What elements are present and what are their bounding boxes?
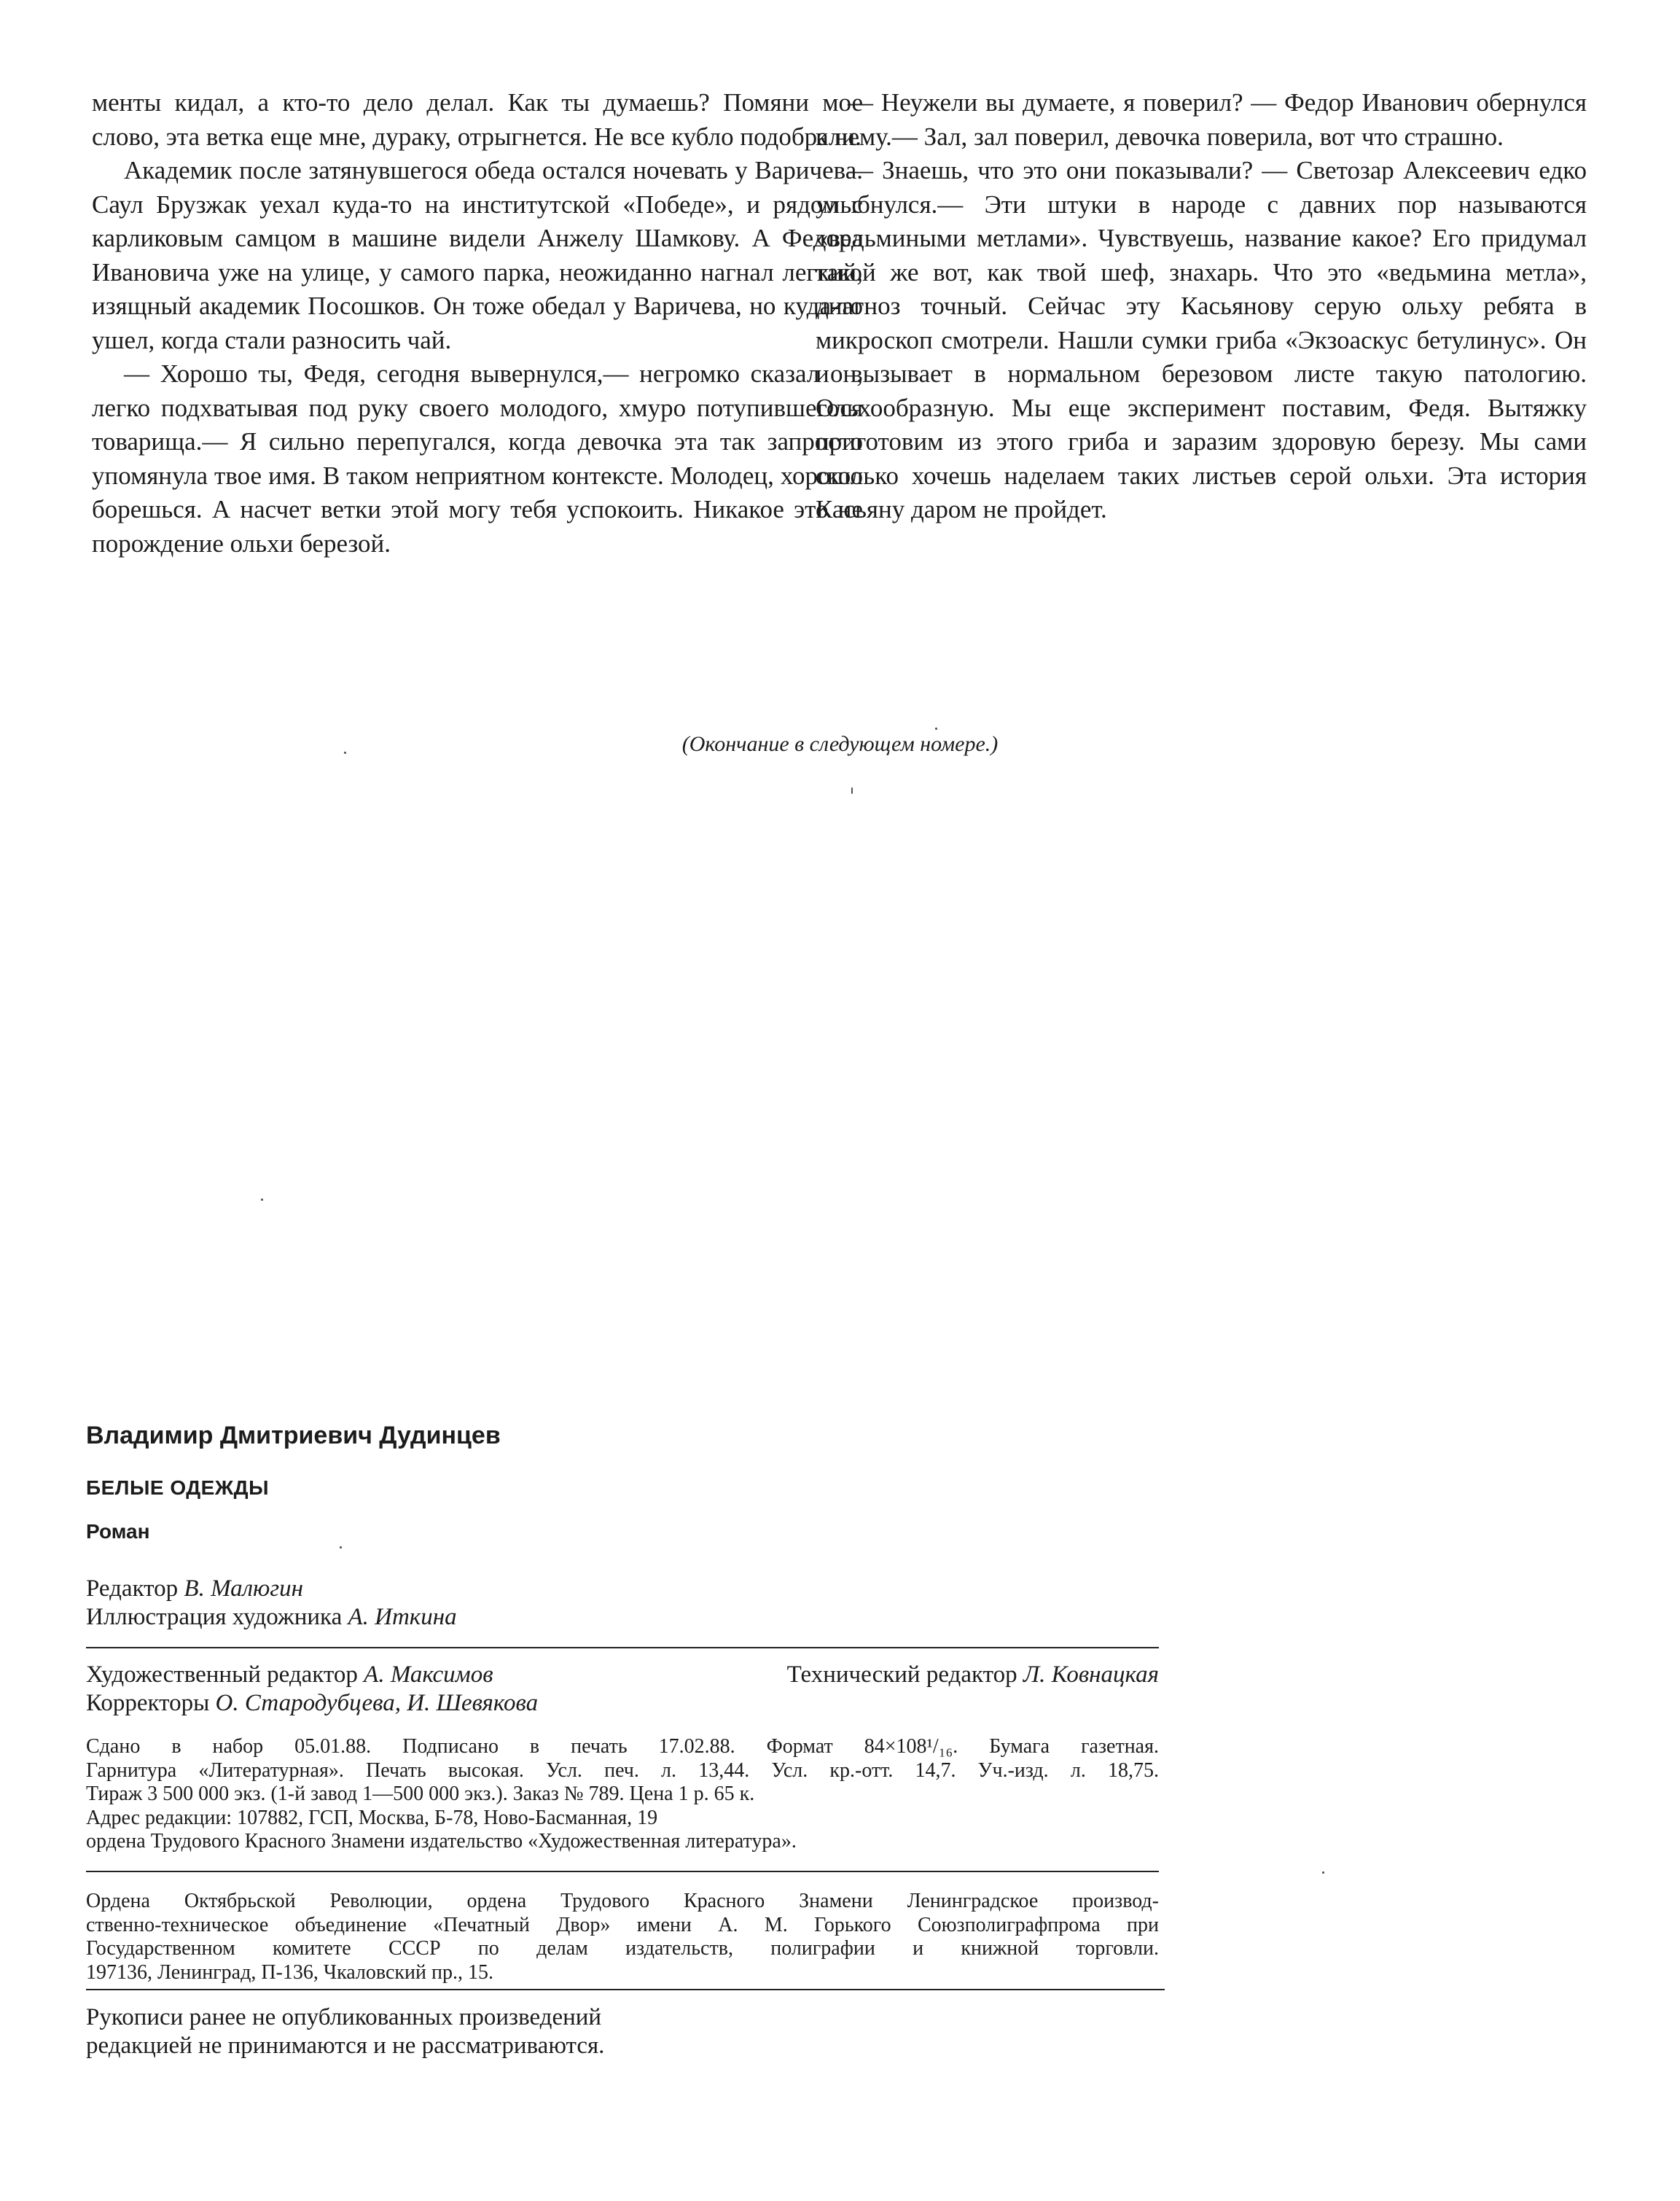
technical-line: Тираж 3 500 000 экз. (1-й завод 1—500 000 экз.). Заказ № 789. Цена 1 р. 65 к. — [86, 1783, 755, 1805]
scan-speck — [1322, 1871, 1324, 1874]
scan-speck — [344, 752, 346, 754]
paragraph: менты кидал, а кто-то дело делал. Как ты думаешь? Помяни мое слово, эта ветка еще мне, дураку, отрыгнется. Не все кубло подобрали. — [92, 88, 863, 151]
technical-line: Сдано в набор 05.01.88. Подписано в печать 17.02.88. Формат 84×108¹/₁₆. Бумага газетная. — [86, 1735, 1159, 1758]
technical-line: ордена Трудового Красного Знамени издательство «Художественная литература». — [86, 1830, 797, 1853]
article-left-column — [92, 86, 863, 561]
editors-block — [86, 1575, 457, 1632]
printer-line: 197136, Ленинград, П-136, Чкаловский пр., 15. — [86, 1960, 493, 1984]
illustration-label: Иллюстрация художника — [86, 1604, 343, 1630]
book-author: Владимир Дмитриевич Дудинцев — [86, 1422, 501, 1449]
art-editor-name: А. Максимов — [364, 1662, 493, 1688]
article-right-column — [816, 86, 1587, 527]
book-genre: Роман — [86, 1520, 150, 1543]
tech-editor-name: Л. Ковнацкая — [1023, 1662, 1159, 1688]
correctors-line — [86, 1689, 1159, 1718]
book-title: БЕЛЫЕ ОДЕЖДЫ — [86, 1476, 270, 1499]
scan-speck — [261, 1199, 263, 1201]
correctors-label: Корректоры — [86, 1690, 210, 1716]
technical-data — [86, 1735, 1159, 1854]
editor-line — [86, 1575, 457, 1603]
manuscripts-note — [86, 2003, 604, 2060]
scan-speck — [935, 728, 937, 730]
illustration-name: А. Иткина — [348, 1604, 457, 1630]
technical-line: Гарнитура «Литературная». Печать высокая. Усл. печ. л. 13,44. Усл. кр.-отт. 14,7. Уч.-изд. л. 18,75. — [86, 1758, 1159, 1782]
editor-label: Редактор — [86, 1575, 179, 1602]
scan-speck — [340, 1546, 342, 1549]
art-editor-label: Художественный редактор — [86, 1662, 358, 1688]
continuation-note: (Окончание в следующем номере.) — [681, 732, 999, 756]
paragraph: — Неужели вы думаете, я поверил? — Федор Иванович обернулся к нему.— Зал, зал поверил, девочка поверила, вот что страшно. — [816, 88, 1587, 151]
divider — [86, 1871, 1159, 1872]
paragraph: Академик после затянувшегося обеда остался ночевать у Варичева. Саул Брузжак уехал куда-то на институтской «Победе», и рядом с карликовым самцом в машине видели Анжелу Шамкову. А Федора Ивановича уже на улице, у самого парка, неожиданно нагнал легкий, изящный академик Посошков. Он тоже обедал у Варичева, но куда-то ушел, когда стали разносить чай. — [92, 156, 863, 354]
divider — [86, 1647, 1159, 1648]
correctors-names: О. Стародубцева, И. Шевякова — [215, 1690, 539, 1716]
manuscripts-line: Рукописи ранее не опубликованных произведений — [86, 2004, 602, 2030]
manuscripts-line: редакцией не принимаются и не рассматриваются. — [86, 2033, 605, 2059]
tech-editor-line — [787, 1661, 1159, 1689]
scan-speck — [851, 787, 853, 794]
illustration-line — [86, 1603, 457, 1632]
paragraph: — Хорошо ты, Федя, сегодня вывернулся,— негромко сказал он, легко подхватывая под руку своего молодого, хмуро потупившегося товарища.— Я сильно перепугался, когда девочка эта так запросто упомянула твое имя. В таком неприятном контексте. Молодец, хорошо борешься. А насчет ветки этой могу тебя успокоить. Никакое это не порождение ольхи березой. — [92, 359, 863, 558]
technical-line: Адрес редакции: 107882, ГСП, Москва, Б-78, Ново-Басманная, 19 — [86, 1806, 658, 1829]
printer-line: ственно-техническое объединение «Печатный Двор» имени А. М. Горького Союзполиграфпрома при — [86, 1913, 1159, 1936]
paragraph: — Знаешь, что это они показывали? — Светозар Алексеевич едко улыбнулся.— Эти штуки в народе с давних пор называются «ведьмиными метлами». Чувствуешь, название какое? Его придумал такой же вот, как твой шеф, знахарь. Что это «ведьмина метла», диагноз точный. Сейчас эту Касьянову серую ольху ребята в микроскоп смотрели. Нашли сумки гриба «Экзоаскус бетулинус». Он и вызывает в нормальном березовом листе такую патологию. Ольхообразную. Мы еще эксперимент поставим, Федя. Вытяжку приготовим из этого гриба и заразим здоровую березу. Мы сами сколько хочешь наделаем таких листьев серой ольхи. Эта история Касьяну даром не пройдет. — [816, 156, 1587, 523]
printer-line: Государственном комитете СССР по делам издательств, полиграфии и книжной торговли. — [86, 1937, 1159, 1960]
printer-line: Ордена Октябрьской Революции, ордена Трудового Красного Знамени Ленинградское производ- — [86, 1890, 1159, 1912]
staff-block — [86, 1661, 1159, 1718]
tech-editor-label: Технический редактор — [786, 1662, 1017, 1688]
divider — [86, 1989, 1165, 1990]
printer-info — [86, 1890, 1159, 1984]
editor-name: В. Малюгин — [184, 1575, 303, 1602]
